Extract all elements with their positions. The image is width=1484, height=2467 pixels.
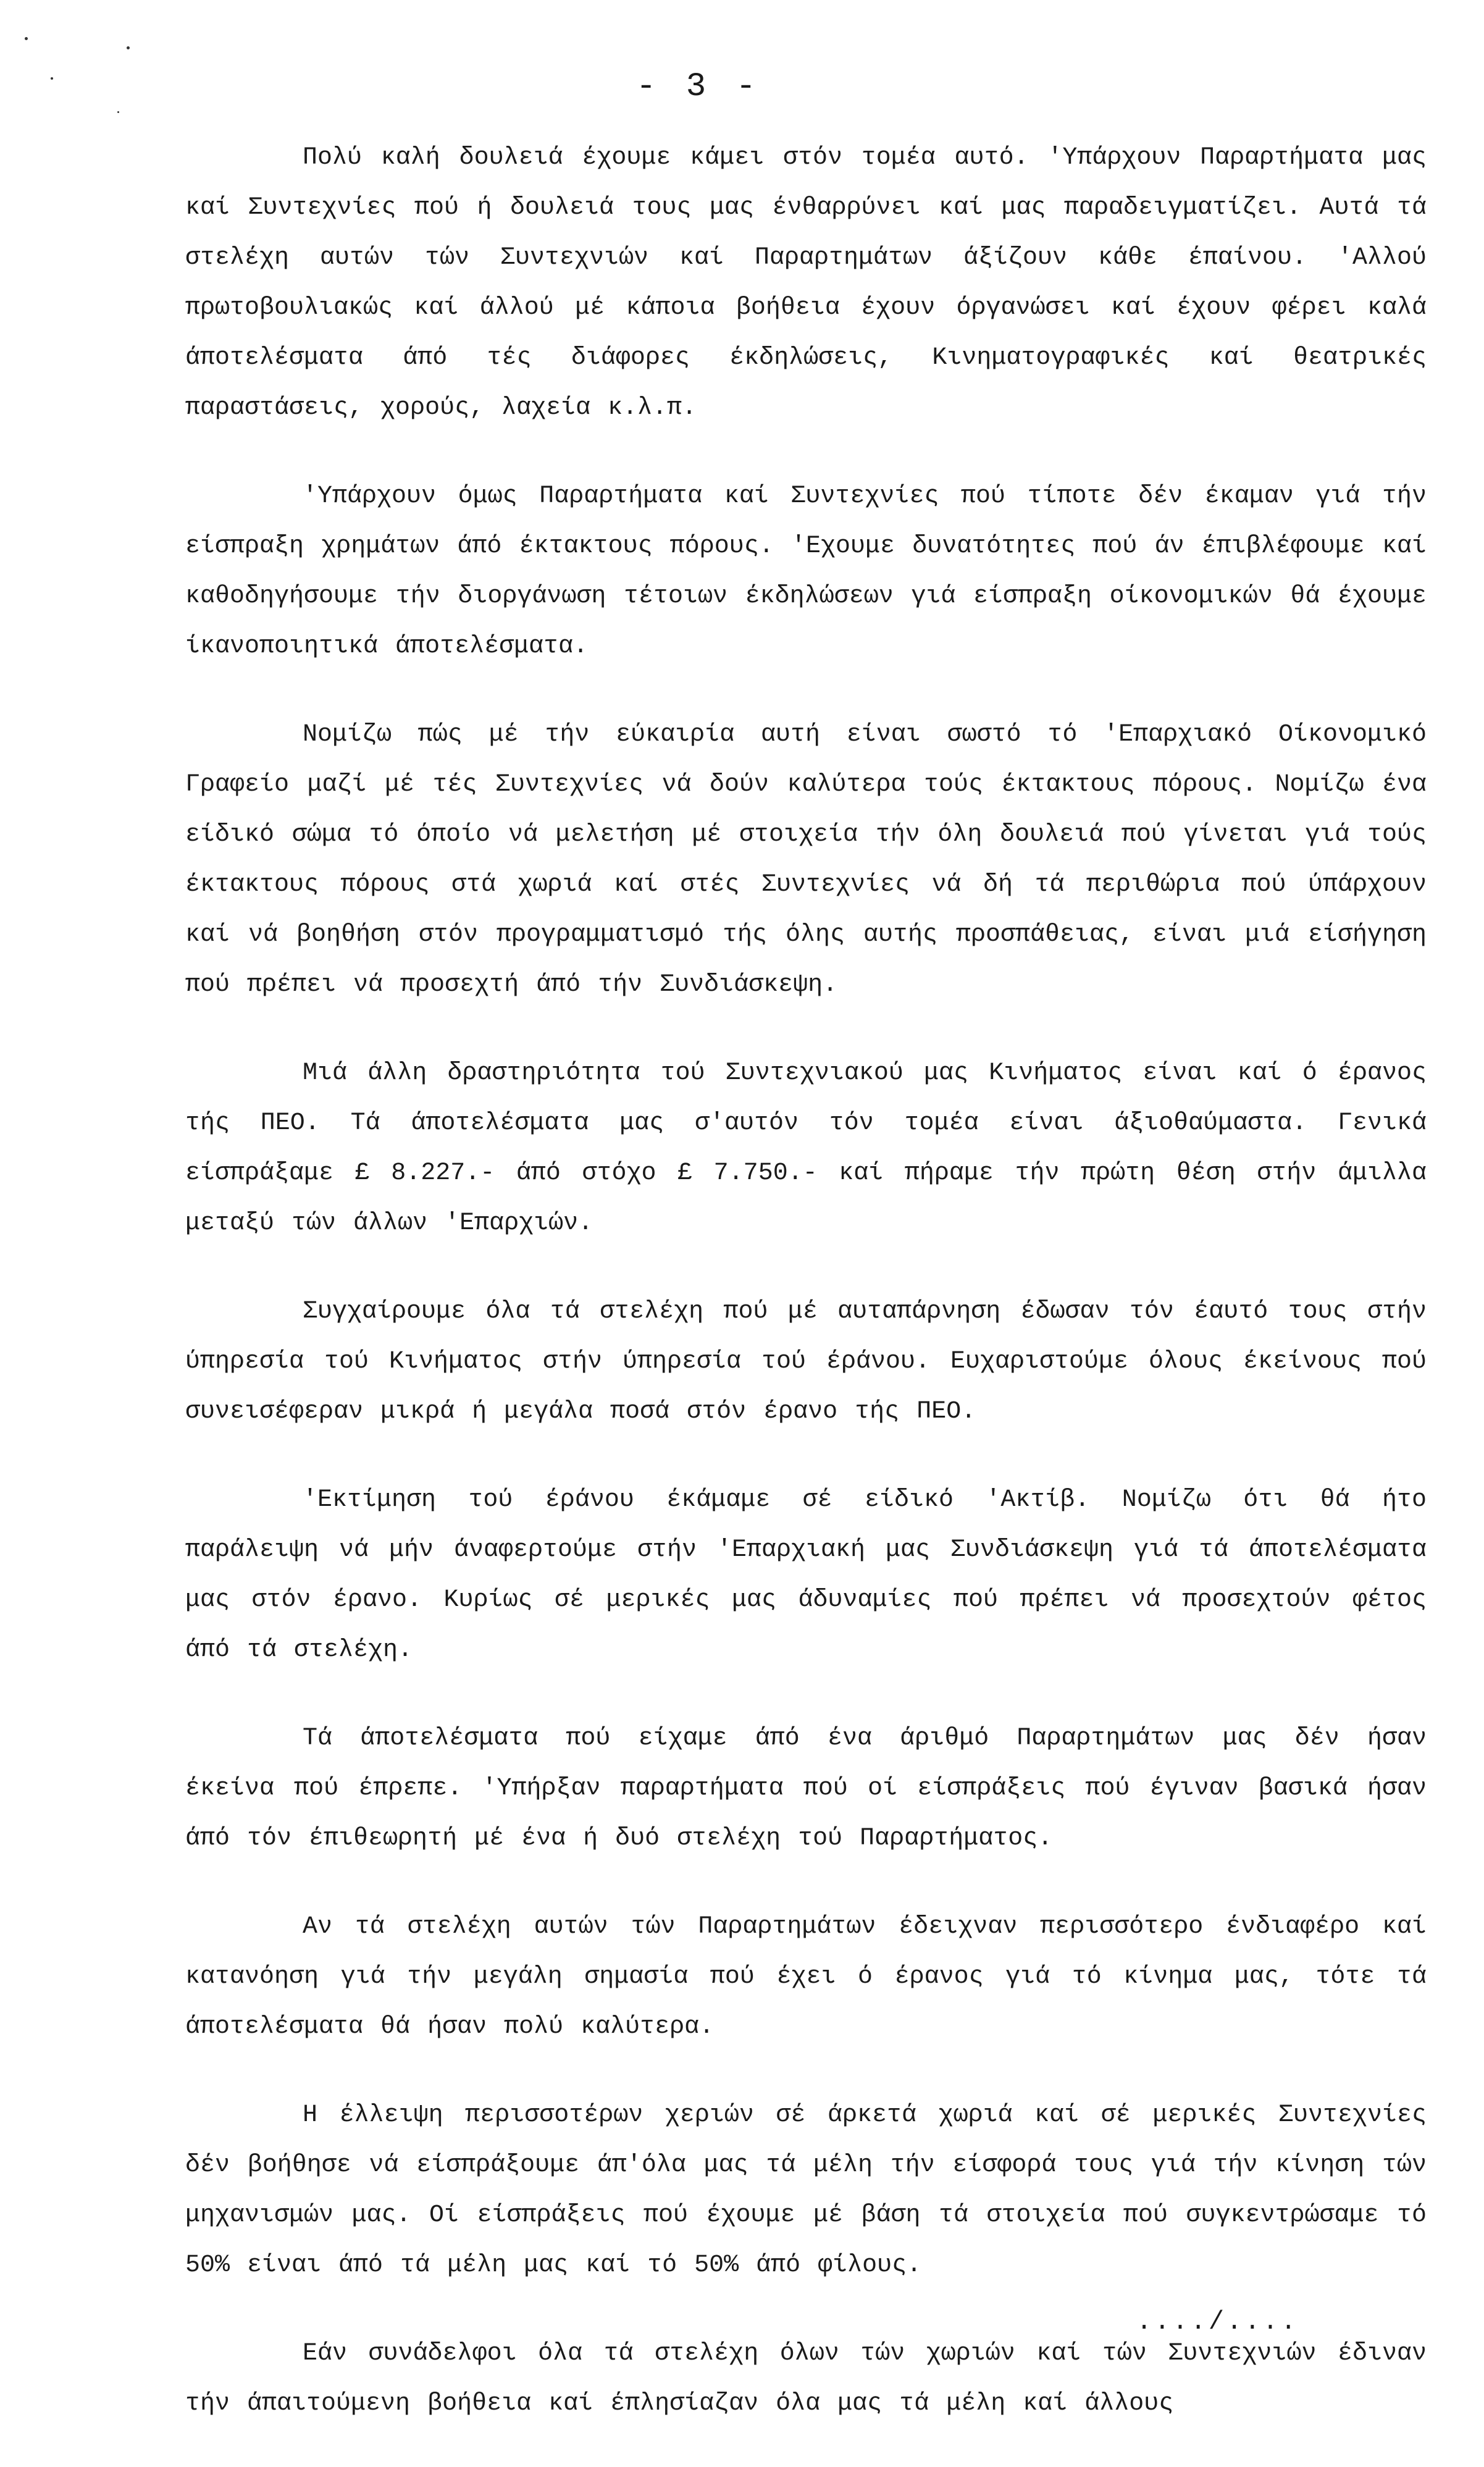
document-body <box>185 133 1427 2467</box>
paragraph-branch-work: Πολύ καλή δουλειά έχουμε κάμει στόν τομέα αυτό. 'Υπάρχουν Παραρτήματα μας καί Συντεχνίες πού ή δουλειά τους μας ένθαρρύνει καί μας παραδειγματίζει. Αυτά τά στελέχη αυτών τών Συντεχνιών καί Παραρτημάτων άξίζουν κάθε έπαίνου. 'Αλλού πρωτοβουλιακώς καί άλλού μέ κάποια βοήθεια έχουν όργανώσει καί έχουν φέρει καλά άποτελέσματα άπό τές διάφορες έκδηλώσεις, Κινηματογραφικές καί θεατρικές παραστάσεις, χορούς, λαχεία κ.λ.π. <box>185 144 1427 422</box>
paragraph-no-income: 'Υπάρχουν όμως Παραρτήματα καί Συντεχνίες πού τίποτε δέν έκαμαν γιά τήν είσπραξη χρημάτων άπό έκτακτους πόρους. 'Εχουμε δυνατότητες πού άν έπιβλέφουμε καί καθοδηγήσουμε τήν διοργάνωση τέτοιων έκδηλώσεων γιά είσπραξη οίκονομικών θά έχουμε ίκανοποιητικά άποτελέσματα. <box>185 482 1427 660</box>
paragraph-assessment: 'Εκτίμηση τού έράνου έκάμαμε σέ είδικό 'Ακτίβ. Νομίζω ότι θά ήτο παράλειψη νά μήν άναφερτούμε στήν 'Επαρχιακή μας Συνδιάσκεψη γιά τά άποτελέσματα μας στόν έρανο. Κυρίως σέ μερικές μας άδυναμίες πού πρέπει νά προσεχτούν φέτος άπό τά στελέχη. <box>185 1486 1427 1664</box>
paragraph-congratulations: Συγχαίρουμε όλα τά στελέχη πού μέ αυταπάρνηση έδωσαν τόν έαυτό τους στήν ύπηρεσία τού Κινήματος στήν ύπηρεσία τού έράνου. Ευχαριστούμε όλους έκείνους πού συνεισέφεραν μικρά ή μεγάλα ποσά στόν έρανο τής ΠΕΟ. <box>185 1298 1427 1426</box>
paragraph-cadres-interest: Αν τά στελέχη αυτών τών Παραρτημάτων έδειχναν περισσότερο ένδιαφέρο καί κατανόηση γιά τήν μεγάλη σημασία πού έχει ό έρανος γιά τό κίνημα μας, τότε τά άποτελέσματα θά ήσαν πολύ καλύτερα. <box>185 1913 1427 2041</box>
paragraph-results: Τά άποτελέσματα πού είχαμε άπό ένα άριθμό Παραρτημάτων μας δέν ήσαν έκείνα πού έπρεπε. 'Υπήρξαν παραρτήματα πού οί είσπράξεις πού έγιναν βασικά ήσαν άπό τόν έπιθεωρητή μέ ένα ή δυό στελέχη τού Παραρτήματος. <box>185 1725 1427 1852</box>
page-number: - 3 - <box>636 68 761 106</box>
continuation-mark: ..../.... <box>1136 2307 1299 2337</box>
paragraph-lack-of-hands: Η έλλειψη περισσοτέρων χεριών σέ άρκετά χωριά καί σέ μερικές Συντεχνίες δέν βοήθησε νά είσπράξουμε άπ'όλα μας τά μέλη τήν είσφορά τους γιά τήν κίνηση τών μηχανισμών μας. Οί είσπράξεις πού έχουμε μέ βάση τά στοιχεία πού συγκεντρώσαμε τό 50% είναι άπό τά μέλη μας καί τό 50% άπό φίλους. <box>185 2101 1427 2279</box>
paragraph-economic-office: Νομίζω πώς μέ τήν εύκαιρία αυτή είναι σωστό τό 'Επαρχιακό Οίκονομικό Γραφείο μαζί μέ τές Συντεχνίες νά δούν καλύτερα τούς έκτακτους πόρους. Νομίζω ένα είδικό σώμα τό όποίο νά μελετήση μέ στοιχεία τήν όλη δουλειά πού γίνεται γιά τούς έκτακτους πόρους στά χωριά καί στές Συντεχνίες νά δή τά περιθώρια πού ύπάρχουν καί νά βοηθήση στόν προγραμματισμό τής όλης αυτής προσπάθειας, είναι μιά είσήγηση πού πρέπει νά προσεχτή άπό τήν Συνδιάσκεψη. <box>185 721 1427 999</box>
paragraph-if-colleagues: Εάν συνάδελφοι όλα τά στελέχη όλων τών χωριών καί τών Συντεχνιών έδιναν τήν άπαιτούμενη βοήθεια καί έπλησίαζαν όλα μας τά μέλη καί άλλους <box>185 2340 1427 2418</box>
paragraph-fund-drive: Μιά άλλη δραστηριότητα τού Συντεχνιακού μας Κινήματος είναι καί ό έρανος τής ΠΕΟ. Τά άποτελέσματα μας σ'αυτόν τόν τομέα είναι άξιοθαύμαστα. Γενικά είσπράξαμε £ 8.227.- άπό στόχο £ 7.750.- καί πήραμε τήν πρώτη θέση στήν άμιλλα μεταξύ τών άλλων 'Επαρχιών. <box>185 1059 1427 1237</box>
